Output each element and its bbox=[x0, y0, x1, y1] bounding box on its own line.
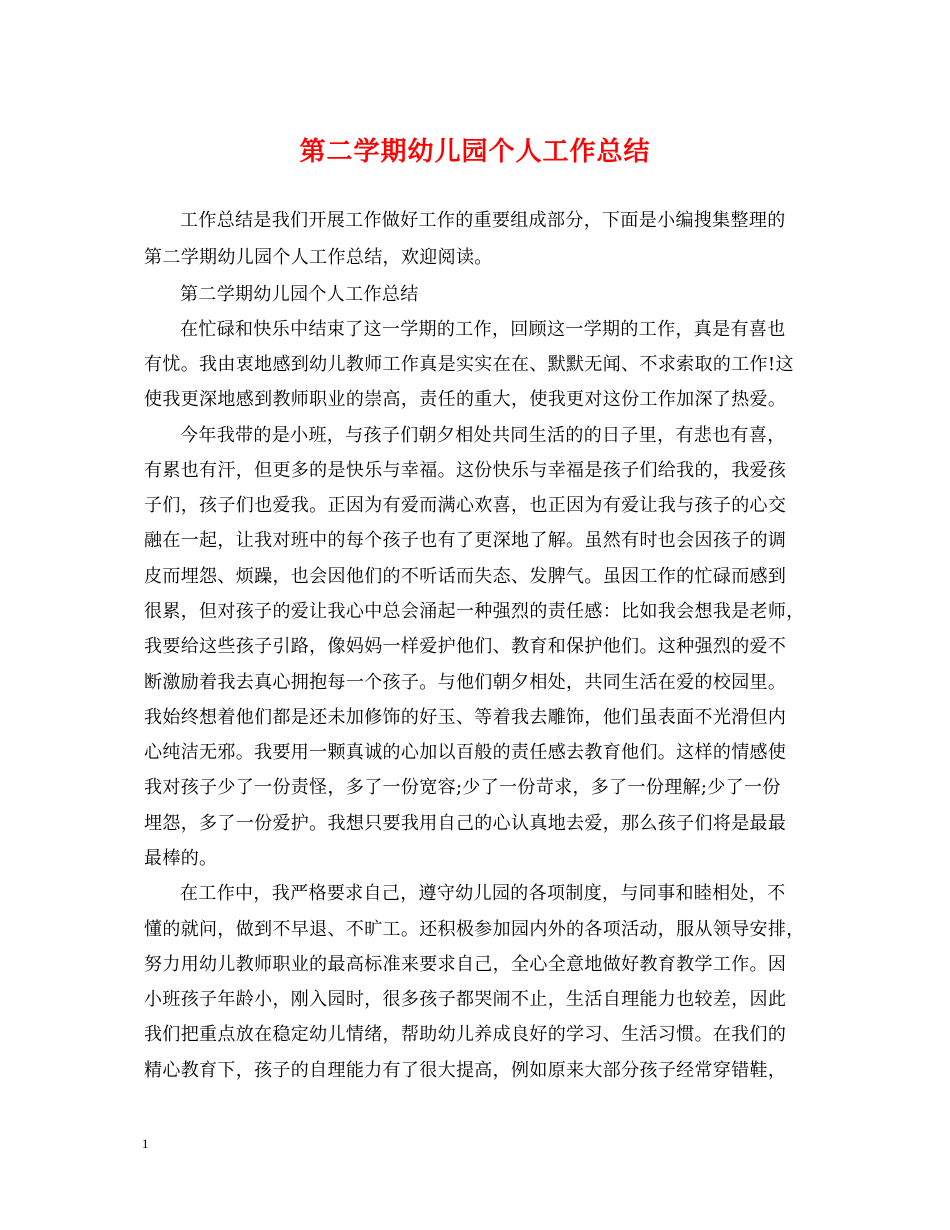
document-title: 第二学期幼儿园个人工作总结 bbox=[299, 137, 651, 167]
body-line: 我始终想着他们都是还未加修饰的好玉、等着我去雕饰，他们虽表面不光滑但内 bbox=[144, 707, 787, 728]
body-line: 心纯洁无邪。我要用一颗真诚的心加以百般的责任感去教育他们。这样的情感使 bbox=[144, 742, 787, 763]
body-line: 懂的就问，做到不早退、不旷工。还积极参加园内外的各项活动，服从领导安排， bbox=[144, 919, 805, 940]
body-line: 精心教育下，孩子的自理能力有了很大提高，例如原来大部分孩子经常穿错鞋， bbox=[144, 1060, 787, 1081]
body-line: 子们，孩子们也爱我。正因为有爱而满心欢喜，也正因为有爱让我与孩子的心交 bbox=[144, 495, 787, 516]
body-line: 最棒的。 bbox=[144, 848, 218, 869]
body-line: 埋怨，多了一份爱护。我想只要我用自己的心认真地去爱，那么孩子们将是最最 bbox=[144, 813, 787, 834]
body-line: 有累也有汗，但更多的是快乐与幸福。这份快乐与幸福是孩子们给我的，我爱孩 bbox=[144, 460, 787, 481]
body-line: 在忙碌和快乐中结束了这一学期的工作，回顾这一学期的工作，真是有喜也 bbox=[180, 319, 786, 340]
body-line: 很累，但对孩子的爱让我心中总会涌起一种强烈的责任感：比如我会想我是老师， bbox=[144, 601, 805, 622]
body-line: 有忧。我由衷地感到幼儿教师工作真是实实在在、默默无闻、不求索取的工作!这 bbox=[144, 354, 794, 375]
body-line: 我对孩子少了一份责怪，多了一份宽容;少了一份苛求，多了一份理解;少了一份 bbox=[144, 777, 781, 798]
body-line: 努力用幼儿教师职业的最高标准来要求自己，全心全意地做好教育教学工作。因 bbox=[144, 954, 787, 975]
body-line: 工作总结是我们开展工作做好工作的重要组成部分，下面是小编搜集整理的 bbox=[180, 210, 786, 231]
body-line: 第二学期幼儿园个人工作总结，欢迎阅读。 bbox=[144, 247, 493, 268]
body-line: 融在一起，让我对班中的每个孩子也有了更深地了解。虽然有时也会因孩子的调 bbox=[144, 530, 787, 551]
body-line: 我们把重点放在稳定幼儿情绪，帮助幼儿养成良好的学习、生活习惯。在我们的 bbox=[144, 1024, 787, 1045]
body-line: 今年我带的是小班，与孩子们朝夕相处共同生活的的日子里，有悲也有喜， bbox=[180, 425, 786, 446]
body-line: 我要给这些孩子引路，像妈妈一样爱护他们、教育和保护他们。这种强烈的爱不 bbox=[144, 636, 787, 657]
body-line: 皮而埋怨、烦躁，也会因他们的不听话而失态、发脾气。虽因工作的忙碌而感到 bbox=[144, 566, 787, 587]
section-heading: 第二学期幼儿园个人工作总结 bbox=[180, 284, 419, 305]
page-number: 1 bbox=[142, 1136, 149, 1151]
body-line: 使我更深地感到教师职业的崇高，责任的重大，使我更对这份工作加深了热爱。 bbox=[144, 389, 787, 410]
body-line: 在工作中，我严格要求自己，遵守幼儿园的各项制度，与同事和睦相处，不 bbox=[180, 883, 786, 904]
body-line: 小班孩子年龄小，刚入园时，很多孩子都哭闹不止，生活自理能力也较差，因此 bbox=[144, 989, 787, 1010]
body-line: 断激励着我去真心拥抱每一个孩子。与他们朝夕相处，共同生活在爱的校园里。 bbox=[144, 672, 787, 693]
